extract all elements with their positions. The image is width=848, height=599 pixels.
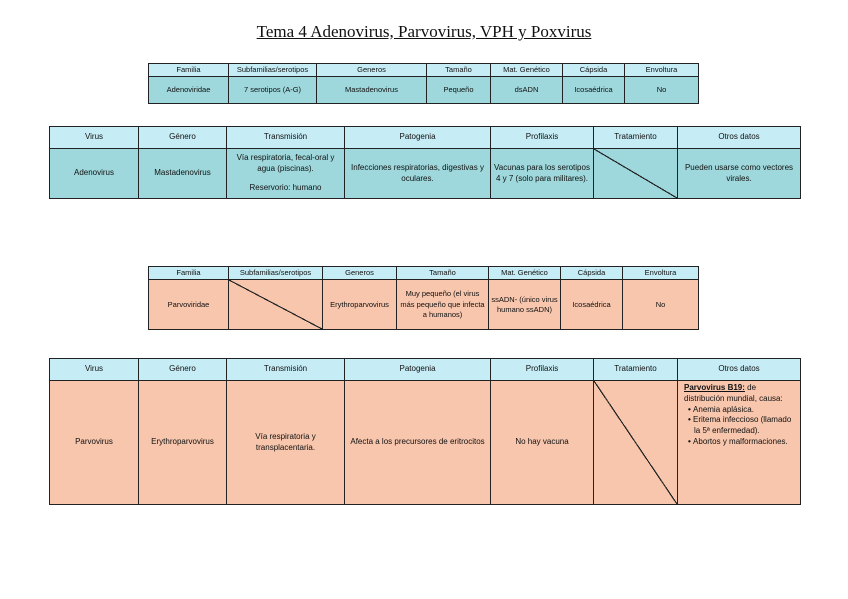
cell-capsida: Icosaédrica [561, 280, 623, 330]
parvovirus-family-table [148, 266, 699, 330]
header-material: Mat. Genético [491, 64, 563, 77]
transmision-text: Vía respiratoria, fecal-oral y agua (piscinas). [236, 152, 335, 173]
header-otros: Otros datos [678, 359, 801, 381]
cell-otros: Pueden usarse como vectores virales. [678, 149, 801, 199]
cell-genero: Mastadenovirus [139, 149, 227, 199]
page-title: Tema 4 Adenovirus, Parvovirus, VPH y Poxvirus [256, 22, 592, 41]
header-virus: Virus [50, 127, 139, 149]
cell-subfamilias-empty [229, 280, 323, 330]
cell-genero: Erythroparvovirus [139, 381, 227, 505]
cell-capsida: Icosaédrica [563, 77, 625, 104]
header-envoltura: Envoltura [623, 267, 699, 280]
header-capsida: Cápsida [563, 64, 625, 77]
header-capsida: Cápsida [561, 267, 623, 280]
cell-transmision: Vía respiratoria y transplacentaria. [227, 381, 345, 505]
parvovirus-b19-heading: Parvovirus B19: [684, 383, 745, 392]
header-tamano: Tamaño [427, 64, 491, 77]
cell-familia: Parvoviridae [149, 280, 229, 330]
header-subfamilias: Subfamilias/serotipos [229, 267, 323, 280]
adenovirus-family-table [148, 63, 699, 104]
cell-subfamilias: 7 serotipos (A-G) [229, 77, 317, 104]
cell-generos: Erythroparvovirus [323, 280, 397, 330]
cell-tamano: Pequeño [427, 77, 491, 104]
cell-material: ssADN- (único virus humano ssADN) [489, 280, 561, 330]
header-familia: Familia [149, 64, 229, 77]
header-transmision: Transmisión [227, 359, 345, 381]
header-tratamiento: Tratamiento [594, 127, 678, 149]
cell-virus: Parvovirus [50, 381, 139, 505]
header-familia: Familia [149, 267, 229, 280]
header-patogenia: Patogenia [345, 127, 491, 149]
header-generos: Generos [323, 267, 397, 280]
cell-material: dsADN [491, 77, 563, 104]
header-genero: Género [139, 359, 227, 381]
header-tratamiento: Tratamiento [594, 359, 678, 381]
header-envoltura: Envoltura [625, 64, 699, 77]
list-item: • Abortos y malformaciones. [692, 437, 794, 448]
otros-intro-text: de distribución mundial, causa: [684, 383, 783, 403]
cell-envoltura: No [623, 280, 699, 330]
cell-transmision [227, 149, 345, 199]
cell-patogenia: Afecta a los precursores de eritrocitos [345, 381, 491, 505]
cell-patogenia: Infecciones respiratorias, digestivas y oculares. [345, 149, 491, 199]
header-subfamilias: Subfamilias/serotipos [229, 64, 317, 77]
cell-tratamiento-empty [594, 381, 678, 505]
cell-tratamiento-empty [594, 149, 678, 199]
header-material: Mat. Genético [489, 267, 561, 280]
reservorio-text: Reservorio: humano [249, 183, 322, 193]
list-item: • Anemia aplásica. [692, 405, 794, 416]
header-patogenia: Patogenia [345, 359, 491, 381]
cell-tamano: Muy pequeño (el virus más pequeño que infecta a humanos) [397, 280, 489, 330]
parvovirus-virus-table [49, 358, 801, 505]
cell-generos: Mastadenovirus [317, 77, 427, 104]
otros-list [684, 405, 794, 448]
header-virus: Virus [50, 359, 139, 381]
cell-profilaxis: No hay vacuna [491, 381, 594, 505]
cell-profilaxis: Vacunas para los serotipos 4 y 7 (solo para militares). [491, 149, 594, 199]
list-item: • Eritema infeccioso (llamado la 5ª enfermedad). [692, 415, 794, 437]
cell-otros [678, 381, 801, 505]
header-profilaxis: Profilaxis [491, 359, 594, 381]
cell-virus: Adenovirus [50, 149, 139, 199]
header-generos: Generos [317, 64, 427, 77]
header-transmision: Transmisión [227, 127, 345, 149]
otros-intro [684, 383, 794, 405]
header-otros: Otros datos [678, 127, 801, 149]
header-profilaxis: Profilaxis [491, 127, 594, 149]
header-genero: Género [139, 127, 227, 149]
cell-envoltura: No [625, 77, 699, 104]
cell-familia: Adenoviridae [149, 77, 229, 104]
adenovirus-virus-table [49, 126, 801, 199]
header-tamano: Tamaño [397, 267, 489, 280]
